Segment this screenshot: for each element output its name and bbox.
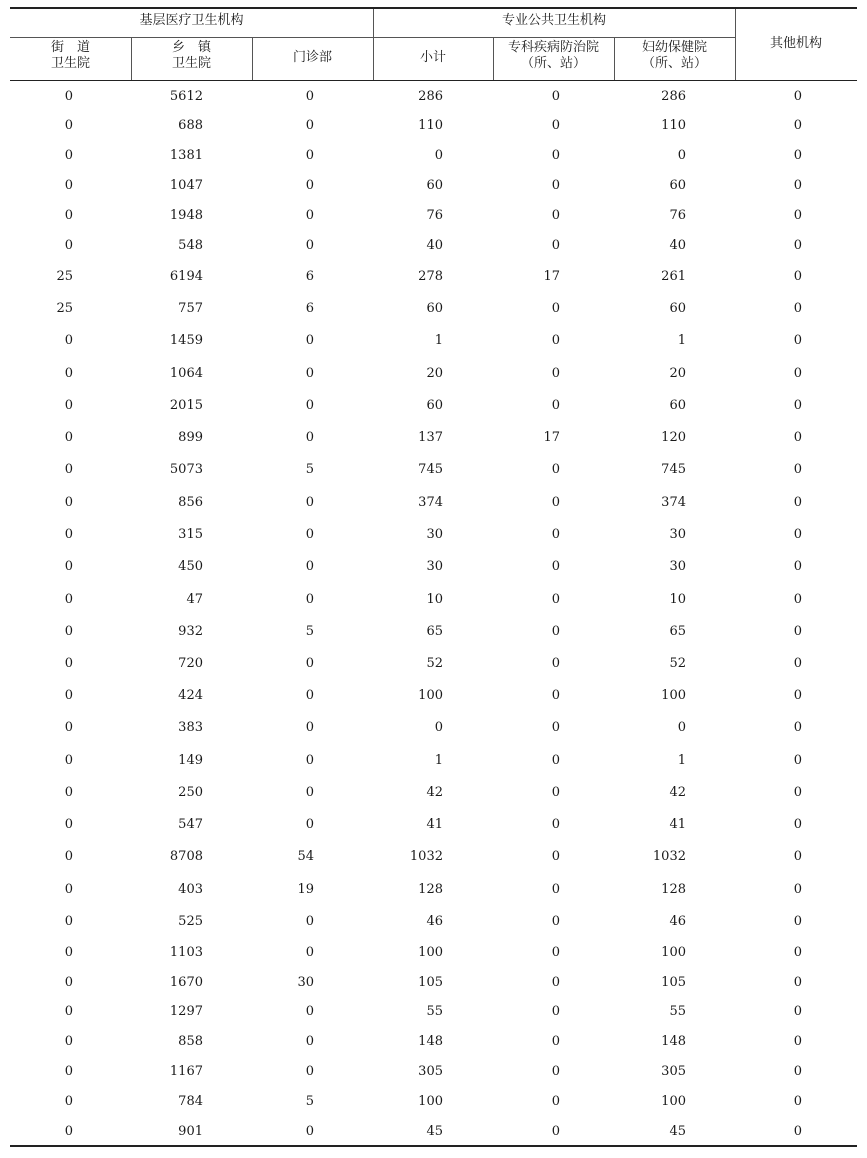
table-cell: 0 bbox=[64, 624, 73, 639]
table-cell: 110 bbox=[661, 118, 686, 133]
table-cell: 0 bbox=[793, 785, 802, 800]
table-cell: 0 bbox=[64, 495, 73, 510]
table-cell: 0 bbox=[793, 817, 802, 832]
table-cell: 0 bbox=[64, 975, 73, 990]
table-cell: 100 bbox=[418, 1094, 443, 1109]
table-cell: 899 bbox=[178, 430, 203, 445]
table-cell: 0 bbox=[305, 592, 314, 607]
table-cell: 0 bbox=[793, 753, 802, 768]
table-cell: 1047 bbox=[169, 178, 203, 193]
table-cell: 0 bbox=[64, 656, 73, 671]
table-cell: 1 bbox=[677, 753, 686, 768]
table-cell: 105 bbox=[661, 975, 686, 990]
table-cell: 0 bbox=[793, 366, 802, 381]
table-cell: 30 bbox=[669, 527, 686, 542]
table-cell: 784 bbox=[178, 1094, 203, 1109]
table-cell: 0 bbox=[793, 592, 802, 607]
table-cell: 0 bbox=[551, 975, 560, 990]
table-cell: 548 bbox=[178, 238, 203, 253]
table-cell: 30 bbox=[297, 975, 314, 990]
table-cell: 0 bbox=[305, 208, 314, 223]
table-cell: 52 bbox=[426, 656, 443, 671]
table-cell: 0 bbox=[551, 208, 560, 223]
table-cell: 0 bbox=[64, 527, 73, 542]
table-cell: 17 bbox=[543, 430, 560, 445]
table-cell: 5 bbox=[305, 624, 314, 639]
table-cell: 100 bbox=[661, 1094, 686, 1109]
table-cell: 0 bbox=[551, 462, 560, 477]
table-cell: 0 bbox=[551, 366, 560, 381]
table-cell: 0 bbox=[551, 333, 560, 348]
table-cell: 100 bbox=[661, 945, 686, 960]
table-cell: 0 bbox=[551, 1004, 560, 1019]
table-cell: 46 bbox=[426, 914, 443, 929]
table-cell: 25 bbox=[56, 301, 73, 316]
header-group-primary-care: 基层医疗卫生机构 bbox=[139, 13, 244, 28]
table-cell: 42 bbox=[669, 785, 686, 800]
table-cell: 1032 bbox=[409, 849, 443, 864]
table-cell: 0 bbox=[551, 1094, 560, 1109]
table-cell: 0 bbox=[305, 559, 314, 574]
table-cell: 0 bbox=[305, 1004, 314, 1019]
table-cell: 0 bbox=[551, 559, 560, 574]
table-cell: 0 bbox=[64, 945, 73, 960]
table-cell: 315 bbox=[178, 527, 203, 542]
table-cell: 0 bbox=[305, 914, 314, 929]
table-cell: 2015 bbox=[169, 398, 203, 413]
table-cell: 0 bbox=[677, 720, 686, 735]
table-cell: 60 bbox=[426, 398, 443, 413]
table-cell: 0 bbox=[64, 208, 73, 223]
table-cell: 65 bbox=[426, 624, 443, 639]
table-cell: 40 bbox=[669, 238, 686, 253]
table-cell: 60 bbox=[426, 301, 443, 316]
table-cell: 0 bbox=[551, 753, 560, 768]
table-cell: 0 bbox=[64, 914, 73, 929]
table-cell: 5 bbox=[305, 1094, 314, 1109]
table-cell: 6194 bbox=[169, 269, 203, 284]
table-cell: 41 bbox=[426, 817, 443, 832]
table-top-rule bbox=[10, 7, 857, 9]
header-line: 卫生院 bbox=[171, 56, 211, 71]
table-cell: 0 bbox=[793, 238, 802, 253]
table-cell: 0 bbox=[793, 945, 802, 960]
header-maternal-child-hospital bbox=[614, 40, 735, 72]
table-cell: 0 bbox=[305, 148, 314, 163]
table-cell: 5073 bbox=[169, 462, 203, 477]
table-cell: 0 bbox=[64, 592, 73, 607]
table-cell: 0 bbox=[551, 527, 560, 542]
table-cell: 6 bbox=[305, 301, 314, 316]
table-cell: 149 bbox=[178, 753, 203, 768]
table-cell: 128 bbox=[661, 882, 686, 897]
table-cell: 47 bbox=[186, 592, 203, 607]
table-cell: 0 bbox=[64, 118, 73, 133]
header-clinic: 门诊部 bbox=[292, 50, 332, 65]
header-line: 专科疾病防治院 bbox=[507, 40, 599, 55]
header-line: 卫生院 bbox=[50, 56, 90, 71]
table-cell: 1167 bbox=[169, 1064, 203, 1079]
table-cell: 0 bbox=[793, 688, 802, 703]
table-cell: 0 bbox=[551, 178, 560, 193]
table-cell: 55 bbox=[669, 1004, 686, 1019]
table-cell: 0 bbox=[793, 89, 802, 104]
table-cell: 0 bbox=[793, 301, 802, 316]
table-cell: 0 bbox=[793, 148, 802, 163]
table-cell: 0 bbox=[551, 1034, 560, 1049]
table-cell: 0 bbox=[64, 849, 73, 864]
table-cell: 105 bbox=[418, 975, 443, 990]
table-header-bottom-rule bbox=[10, 80, 857, 81]
table-cell: 0 bbox=[551, 656, 560, 671]
table-cell: 0 bbox=[793, 914, 802, 929]
table-cell: 0 bbox=[64, 462, 73, 477]
table-cell: 0 bbox=[305, 1064, 314, 1079]
table-cell: 76 bbox=[426, 208, 443, 223]
table-cell: 0 bbox=[793, 975, 802, 990]
table-cell: 76 bbox=[669, 208, 686, 223]
table-cell: 0 bbox=[305, 945, 314, 960]
table-cell: 901 bbox=[178, 1124, 203, 1139]
table-cell: 0 bbox=[305, 656, 314, 671]
table-cell: 0 bbox=[64, 1124, 73, 1139]
table-cell: 52 bbox=[669, 656, 686, 671]
table-cell: 0 bbox=[434, 720, 443, 735]
table-cell: 10 bbox=[426, 592, 443, 607]
table-cell: 1064 bbox=[169, 366, 203, 381]
table-cell: 0 bbox=[551, 688, 560, 703]
table-cell: 46 bbox=[669, 914, 686, 929]
table-cell: 0 bbox=[793, 178, 802, 193]
table-cell: 0 bbox=[677, 148, 686, 163]
table-cell: 5 bbox=[305, 462, 314, 477]
table-cell: 305 bbox=[661, 1064, 686, 1079]
table-cell: 0 bbox=[793, 398, 802, 413]
table-cell: 20 bbox=[426, 366, 443, 381]
table-cell: 286 bbox=[418, 89, 443, 104]
table-cell: 0 bbox=[551, 785, 560, 800]
table-cell: 0 bbox=[551, 398, 560, 413]
header-line: 乡 镇 bbox=[171, 40, 211, 55]
header-group-divider-right bbox=[373, 37, 735, 38]
table-cell: 1 bbox=[677, 333, 686, 348]
header-specialty-disease-hospital bbox=[493, 40, 614, 72]
table-cell: 0 bbox=[551, 495, 560, 510]
table-cell: 0 bbox=[793, 882, 802, 897]
table-cell: 0 bbox=[793, 1004, 802, 1019]
header-group-divider-left bbox=[10, 37, 373, 38]
table-cell: 0 bbox=[793, 849, 802, 864]
table-cell: 30 bbox=[669, 559, 686, 574]
table-cell: 0 bbox=[64, 1094, 73, 1109]
table-cell: 688 bbox=[178, 118, 203, 133]
table-cell: 100 bbox=[661, 688, 686, 703]
header-other-institutions: 其他机构 bbox=[769, 36, 822, 51]
table-cell: 1 bbox=[434, 333, 443, 348]
table-cell: 25 bbox=[56, 269, 73, 284]
table-cell: 42 bbox=[426, 785, 443, 800]
table-cell: 0 bbox=[64, 882, 73, 897]
table-cell: 1459 bbox=[169, 333, 203, 348]
table-cell: 0 bbox=[551, 89, 560, 104]
table-cell: 0 bbox=[551, 1064, 560, 1079]
table-cell: 45 bbox=[669, 1124, 686, 1139]
table-cell: 278 bbox=[418, 269, 443, 284]
table-cell: 148 bbox=[418, 1034, 443, 1049]
table-cell: 0 bbox=[305, 720, 314, 735]
header-township-health-center bbox=[131, 40, 252, 72]
table-cell: 120 bbox=[661, 430, 686, 445]
table-cell: 450 bbox=[178, 559, 203, 574]
table-cell: 54 bbox=[297, 849, 314, 864]
table-cell: 0 bbox=[793, 208, 802, 223]
table-cell: 8708 bbox=[169, 849, 203, 864]
table-cell: 745 bbox=[418, 462, 443, 477]
table-cell: 0 bbox=[305, 817, 314, 832]
table-cell: 0 bbox=[551, 849, 560, 864]
table-cell: 1297 bbox=[169, 1004, 203, 1019]
table-cell: 10 bbox=[669, 592, 686, 607]
table-cell: 0 bbox=[551, 238, 560, 253]
table-cell: 65 bbox=[669, 624, 686, 639]
table-cell: 19 bbox=[297, 882, 314, 897]
table-cell: 0 bbox=[64, 1004, 73, 1019]
header-subtotal: 小计 bbox=[419, 50, 446, 65]
table-cell: 0 bbox=[64, 398, 73, 413]
table-cell: 60 bbox=[669, 398, 686, 413]
table-cell: 0 bbox=[64, 366, 73, 381]
table-cell: 0 bbox=[551, 592, 560, 607]
table-cell: 374 bbox=[418, 495, 443, 510]
table-cell: 0 bbox=[64, 89, 73, 104]
table-cell: 100 bbox=[418, 945, 443, 960]
table-cell: 0 bbox=[64, 1034, 73, 1049]
table-cell: 0 bbox=[793, 527, 802, 542]
table-cell: 0 bbox=[64, 238, 73, 253]
table-cell: 100 bbox=[418, 688, 443, 703]
table-cell: 20 bbox=[669, 366, 686, 381]
table-cell: 0 bbox=[64, 785, 73, 800]
table-cell: 0 bbox=[551, 1124, 560, 1139]
table-cell: 383 bbox=[178, 720, 203, 735]
table-cell: 60 bbox=[669, 301, 686, 316]
table-cell: 128 bbox=[418, 882, 443, 897]
table-cell: 6 bbox=[305, 269, 314, 284]
table-cell: 30 bbox=[426, 559, 443, 574]
header-line: 街 道 bbox=[50, 40, 90, 55]
table-cell: 137 bbox=[418, 430, 443, 445]
table-cell: 0 bbox=[64, 720, 73, 735]
table-cell: 0 bbox=[551, 301, 560, 316]
table-cell: 0 bbox=[551, 882, 560, 897]
table-cell: 0 bbox=[305, 118, 314, 133]
table-cell: 0 bbox=[793, 1034, 802, 1049]
header-line: （所、站） bbox=[641, 56, 707, 71]
table-cell: 0 bbox=[793, 559, 802, 574]
table-cell: 858 bbox=[178, 1034, 203, 1049]
table-cell: 403 bbox=[178, 882, 203, 897]
table-cell: 0 bbox=[305, 89, 314, 104]
table-cell: 5612 bbox=[169, 89, 203, 104]
table-cell: 0 bbox=[305, 688, 314, 703]
table-cell: 0 bbox=[551, 720, 560, 735]
table-cell: 0 bbox=[793, 1064, 802, 1079]
table-cell: 41 bbox=[669, 817, 686, 832]
table-cell: 0 bbox=[551, 945, 560, 960]
table-cell: 286 bbox=[661, 89, 686, 104]
table-cell: 1 bbox=[434, 753, 443, 768]
table-cell: 0 bbox=[793, 333, 802, 348]
table-cell: 0 bbox=[793, 495, 802, 510]
table-cell: 0 bbox=[305, 238, 314, 253]
table-cell: 424 bbox=[178, 688, 203, 703]
table-cell: 250 bbox=[178, 785, 203, 800]
table-cell: 0 bbox=[64, 753, 73, 768]
table-cell: 0 bbox=[305, 1124, 314, 1139]
table-cell: 932 bbox=[178, 624, 203, 639]
table-cell: 0 bbox=[305, 785, 314, 800]
table-bottom-rule bbox=[10, 1145, 857, 1147]
table-cell: 0 bbox=[793, 1094, 802, 1109]
header-street-health-center bbox=[10, 40, 131, 72]
table-cell: 0 bbox=[64, 559, 73, 574]
table-cell: 0 bbox=[64, 430, 73, 445]
table-cell: 45 bbox=[426, 1124, 443, 1139]
table-cell: 1948 bbox=[169, 208, 203, 223]
table-cell: 60 bbox=[669, 178, 686, 193]
table-cell: 757 bbox=[178, 301, 203, 316]
table-cell: 305 bbox=[418, 1064, 443, 1079]
table-cell: 0 bbox=[305, 1034, 314, 1049]
table-cell: 0 bbox=[793, 624, 802, 639]
table-cell: 720 bbox=[178, 656, 203, 671]
table-cell: 856 bbox=[178, 495, 203, 510]
table-cell: 0 bbox=[551, 914, 560, 929]
table-cell: 1032 bbox=[652, 849, 686, 864]
table-cell: 55 bbox=[426, 1004, 443, 1019]
table-cell: 0 bbox=[64, 333, 73, 348]
header-line: 妇幼保健院 bbox=[641, 40, 707, 55]
table-cell: 110 bbox=[418, 118, 443, 133]
table-cell: 0 bbox=[551, 148, 560, 163]
table-cell: 0 bbox=[305, 366, 314, 381]
table-cell: 547 bbox=[178, 817, 203, 832]
table-cell: 0 bbox=[551, 817, 560, 832]
table-cell: 0 bbox=[64, 178, 73, 193]
table-cell: 60 bbox=[426, 178, 443, 193]
table-cell: 0 bbox=[64, 817, 73, 832]
table-cell: 0 bbox=[793, 430, 802, 445]
table-cell: 0 bbox=[64, 688, 73, 703]
table-cell: 374 bbox=[661, 495, 686, 510]
table-cell: 1670 bbox=[169, 975, 203, 990]
table-cell: 40 bbox=[426, 238, 443, 253]
table-cell: 0 bbox=[305, 333, 314, 348]
table-cell: 0 bbox=[305, 398, 314, 413]
table-cell: 0 bbox=[305, 527, 314, 542]
table-cell: 0 bbox=[793, 1124, 802, 1139]
table-cell: 745 bbox=[661, 462, 686, 477]
header-line: （所、站） bbox=[520, 56, 586, 71]
table-cell: 0 bbox=[793, 269, 802, 284]
table-cell: 0 bbox=[305, 430, 314, 445]
table-cell: 17 bbox=[543, 269, 560, 284]
table-cell: 0 bbox=[305, 178, 314, 193]
table-cell: 1381 bbox=[169, 148, 203, 163]
table-cell: 1103 bbox=[169, 945, 203, 960]
table-cell: 0 bbox=[793, 720, 802, 735]
table-cell: 0 bbox=[793, 118, 802, 133]
header-group-public-health: 专业公共卫生机构 bbox=[501, 13, 606, 28]
table-cell: 0 bbox=[793, 656, 802, 671]
table-cell: 30 bbox=[426, 527, 443, 542]
table-cell: 0 bbox=[305, 495, 314, 510]
table-cell: 148 bbox=[661, 1034, 686, 1049]
table-cell: 0 bbox=[305, 753, 314, 768]
table-cell: 261 bbox=[661, 269, 686, 284]
table-cell: 0 bbox=[434, 148, 443, 163]
table-cell: 0 bbox=[793, 462, 802, 477]
table-cell: 0 bbox=[64, 148, 73, 163]
table-cell: 0 bbox=[64, 1064, 73, 1079]
table-cell: 525 bbox=[178, 914, 203, 929]
table-cell: 0 bbox=[551, 624, 560, 639]
table-cell: 0 bbox=[551, 118, 560, 133]
